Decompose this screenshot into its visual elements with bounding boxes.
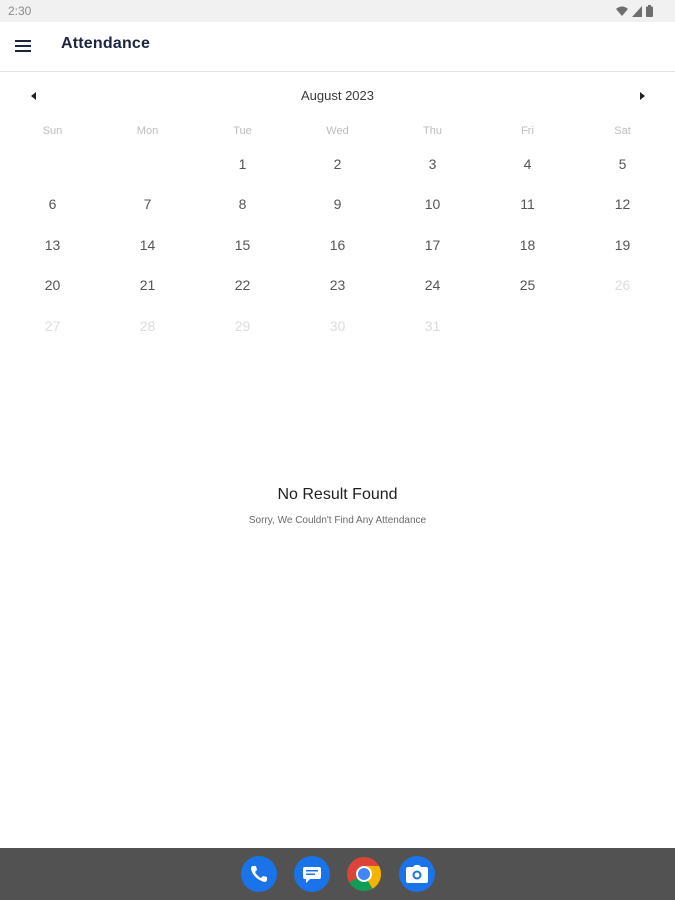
calendar-day[interactable]: 13	[44, 236, 61, 253]
status-bar	[0, 0, 675, 22]
calendar-empty-cell	[5, 144, 100, 184]
hamburger-menu-icon	[15, 40, 31, 52]
calendar-day[interactable]: 19	[614, 236, 631, 253]
calendar-day[interactable]: 3	[428, 156, 437, 172]
menu-button[interactable]	[10, 33, 36, 59]
calendar-day[interactable]: 18	[519, 236, 536, 253]
calendar-day: 31	[424, 317, 441, 334]
calendar-day[interactable]: 1	[238, 156, 247, 172]
signal-icon	[632, 6, 642, 17]
calendar-day-grid	[5, 144, 670, 346]
calendar-day[interactable]: 6	[48, 196, 57, 213]
chrome-app-button[interactable]	[346, 856, 382, 892]
calendar-day[interactable]: 15	[234, 236, 251, 253]
phone-icon	[249, 864, 269, 884]
calendar-day[interactable]: 2	[333, 156, 342, 172]
weekday-label: Mon	[136, 125, 159, 137]
page-title: Attendance	[61, 35, 151, 52]
month-label: August 2023	[300, 88, 374, 103]
status-time: 2:30	[8, 4, 32, 18]
messages-app-button[interactable]	[294, 856, 330, 892]
calendar-day: 26	[614, 277, 631, 294]
calendar-day[interactable]: 14	[139, 236, 156, 253]
calendar-day[interactable]: 24	[424, 277, 441, 294]
weekday-label: Tue	[233, 125, 252, 137]
chrome-icon	[346, 856, 382, 892]
calendar-day[interactable]: 17	[424, 236, 441, 253]
calendar-day[interactable]: 23	[329, 277, 346, 294]
weekday-label: Sat	[614, 125, 631, 137]
calendar-day[interactable]: 9	[333, 196, 342, 213]
phone-app-button[interactable]	[241, 856, 277, 892]
calendar-day[interactable]: 7	[143, 196, 152, 213]
calendar-day: 28	[139, 317, 156, 334]
calendar-day: 27	[44, 317, 61, 334]
calendar-day[interactable]: 12	[614, 196, 631, 213]
weekday-header-row	[5, 122, 670, 140]
wifi-icon	[616, 6, 628, 17]
calendar-day: 29	[234, 317, 251, 334]
next-month-button[interactable]	[634, 86, 650, 106]
status-icons	[616, 5, 653, 17]
calendar-day[interactable]: 4	[523, 156, 532, 172]
app-dock	[0, 848, 675, 900]
weekday-label: Thu	[423, 125, 442, 137]
weekday-label: Fri	[521, 125, 534, 137]
calendar-day: 30	[329, 317, 346, 334]
weekday-label: Wed	[326, 125, 349, 137]
calendar-day[interactable]: 11	[520, 196, 535, 213]
calendar-day[interactable]: 10	[424, 196, 441, 213]
calendar-day[interactable]: 25	[519, 277, 536, 294]
empty-state-title: No Result Found	[277, 486, 398, 503]
calendar-day[interactable]: 16	[329, 236, 346, 253]
calendar-empty-cell	[100, 144, 195, 184]
empty-state-subtitle: Sorry, We Couldn't Find Any Attendance	[248, 515, 427, 526]
messages-icon	[301, 864, 323, 884]
camera-icon	[406, 865, 428, 883]
calendar-day[interactable]: 22	[234, 277, 251, 294]
calendar-day[interactable]: 21	[139, 277, 156, 294]
app-bar	[0, 22, 675, 72]
chevron-right-icon	[639, 92, 645, 100]
battery-icon	[646, 5, 653, 17]
calendar-day[interactable]: 5	[618, 156, 627, 172]
calendar-day[interactable]: 8	[238, 196, 247, 213]
weekday-label: Sun	[42, 125, 63, 137]
camera-app-button[interactable]	[399, 856, 435, 892]
calendar-day[interactable]: 20	[44, 277, 61, 294]
calendar-header	[0, 84, 675, 108]
